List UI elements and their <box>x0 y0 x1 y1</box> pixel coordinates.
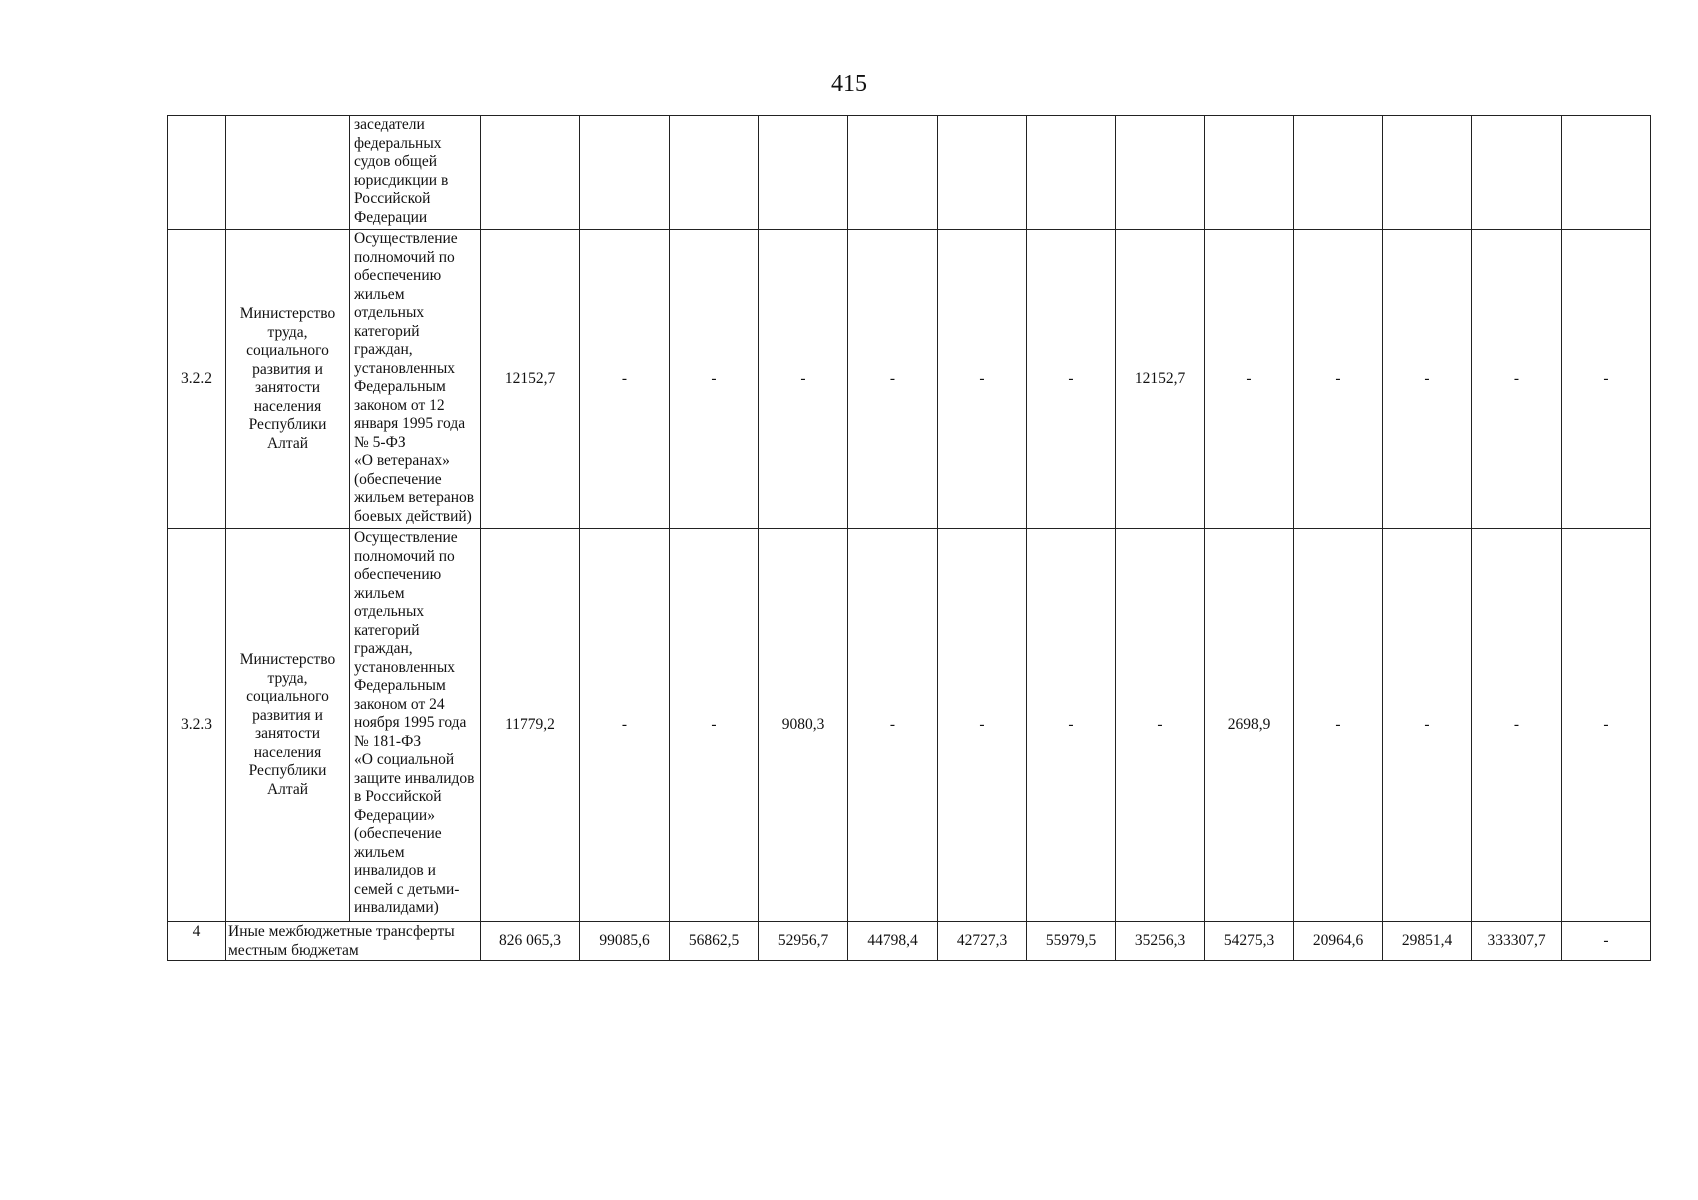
description-line: жильем <box>354 584 405 602</box>
value-cell: - <box>1116 529 1205 922</box>
description-line: полномочий по <box>354 248 455 266</box>
value-cell <box>481 116 580 230</box>
description-line: жильем <box>354 285 405 303</box>
value-cell: - <box>1472 230 1562 529</box>
value-cell <box>1294 116 1383 230</box>
description-line: федеральных <box>354 134 442 152</box>
budget-table <box>167 115 1651 961</box>
description-line: января 1995 года <box>354 415 466 432</box>
value-cell <box>938 116 1027 230</box>
value-cell: - <box>1294 529 1383 922</box>
description-line: «О социальной <box>354 751 455 768</box>
value-cell: 333307,7 <box>1472 922 1562 961</box>
description-line: в Российской <box>354 788 442 805</box>
value-cell: - <box>580 230 670 529</box>
description-cell <box>350 116 481 230</box>
row-code-cell <box>168 116 226 230</box>
value-cell: - <box>1562 529 1651 922</box>
value-cell: - <box>670 529 759 922</box>
description-line: законом от 12 <box>354 396 445 414</box>
description-line: граждан, <box>354 640 413 657</box>
value-cell <box>1562 116 1651 230</box>
description-line: № 5-ФЗ <box>354 433 406 451</box>
value-cell: - <box>938 529 1027 922</box>
page-number: 415 <box>831 71 867 97</box>
value-cell: - <box>1027 529 1116 922</box>
value-cell: 20964,6 <box>1294 922 1383 961</box>
description-line: судов общей <box>354 153 438 170</box>
description-line: Федерации <box>354 208 428 226</box>
description-line: жильем ветеранов <box>354 489 475 506</box>
description-line: инвалидов и <box>354 862 436 879</box>
description-line: защите инвалидов <box>354 769 475 787</box>
description-line: семей с детьми- <box>354 880 460 898</box>
description-cell <box>350 529 481 922</box>
value-cell <box>848 116 938 230</box>
organization-cell: Министерство труда, социального развития и занятости населения Республики Алтай <box>226 529 350 922</box>
description-line: полномочий по <box>354 547 455 565</box>
value-cell <box>580 116 670 230</box>
value-cell: - <box>1027 230 1116 529</box>
value-cell: 9080,3 <box>759 529 848 922</box>
value-cell: - <box>1294 230 1383 529</box>
value-cell: 55979,5 <box>1027 922 1116 961</box>
value-cell: 54275,3 <box>1205 922 1294 961</box>
description-line: (обеспечение <box>354 825 442 842</box>
description-line: Осуществление <box>354 529 458 546</box>
description-line: установленных <box>354 359 455 377</box>
description-line: установленных <box>354 658 455 676</box>
description-line: отдельных <box>354 304 425 321</box>
value-cell: 12152,7 <box>481 230 580 529</box>
description-line: юрисдикции в <box>354 171 449 189</box>
description-line: законом от 24 <box>354 695 445 713</box>
description-line: заседатели <box>354 116 425 133</box>
value-cell: 56862,5 <box>670 922 759 961</box>
description-cell <box>350 230 481 529</box>
description-line: Российской <box>354 190 431 207</box>
description-line: «О ветеранах» <box>354 452 450 469</box>
table-row <box>168 922 1651 961</box>
value-cell: - <box>1383 529 1472 922</box>
table-row <box>168 116 1651 230</box>
value-cell <box>1205 116 1294 230</box>
value-cell: 35256,3 <box>1116 922 1205 961</box>
description-line: обеспечению <box>354 267 442 284</box>
description-line: (обеспечение <box>354 470 442 488</box>
value-cell: 29851,4 <box>1383 922 1472 961</box>
description-line: обеспечению <box>354 566 442 583</box>
description-line: Осуществление <box>354 230 458 247</box>
description-line: Федеральным <box>354 677 446 694</box>
value-cell: 826 065,3 <box>481 922 580 961</box>
organization-cell: Министерство труда, социального развития и занятости населения Республики Алтай <box>226 230 350 529</box>
row-code-cell: 3.2.2 <box>168 230 226 529</box>
description-line: инвалидами) <box>354 899 439 916</box>
value-cell: 52956,7 <box>759 922 848 961</box>
value-cell: - <box>759 230 848 529</box>
description-line: № 181-ФЗ <box>354 732 422 750</box>
description-line: категорий <box>354 621 420 639</box>
description-line: Федерации» <box>354 806 435 824</box>
table-row <box>168 529 1651 922</box>
description-line: категорий <box>354 322 420 340</box>
value-cell <box>1472 116 1562 230</box>
value-cell: - <box>848 230 938 529</box>
value-cell: 12152,7 <box>1116 230 1205 529</box>
value-cell: - <box>580 529 670 922</box>
row-code-cell: 3.2.3 <box>168 529 226 922</box>
description-line: отдельных <box>354 603 425 620</box>
value-cell: 42727,3 <box>938 922 1027 961</box>
row-label-cell: Иные межбюджетные трансферты местным бюджетам <box>226 922 481 961</box>
value-cell: - <box>1562 922 1651 961</box>
description-line: граждан, <box>354 341 413 358</box>
organization-cell <box>226 116 350 230</box>
value-cell <box>670 116 759 230</box>
value-cell: - <box>1205 230 1294 529</box>
value-cell: 44798,4 <box>848 922 938 961</box>
row-code-cell: 4 <box>168 922 226 961</box>
value-cell <box>1383 116 1472 230</box>
value-cell: 11779,2 <box>481 529 580 922</box>
description-line: ноября 1995 года <box>354 714 467 731</box>
value-cell: - <box>848 529 938 922</box>
description-line: Федеральным <box>354 378 446 395</box>
value-cell <box>1027 116 1116 230</box>
value-cell <box>759 116 848 230</box>
description-line: боевых действий) <box>354 507 472 525</box>
value-cell <box>1116 116 1205 230</box>
value-cell: - <box>670 230 759 529</box>
value-cell: - <box>938 230 1027 529</box>
value-cell: - <box>1383 230 1472 529</box>
value-cell: 99085,6 <box>580 922 670 961</box>
description-line: жильем <box>354 843 405 861</box>
value-cell: 2698,9 <box>1205 529 1294 922</box>
table-row <box>168 230 1651 529</box>
value-cell: - <box>1562 230 1651 529</box>
value-cell: - <box>1472 529 1562 922</box>
